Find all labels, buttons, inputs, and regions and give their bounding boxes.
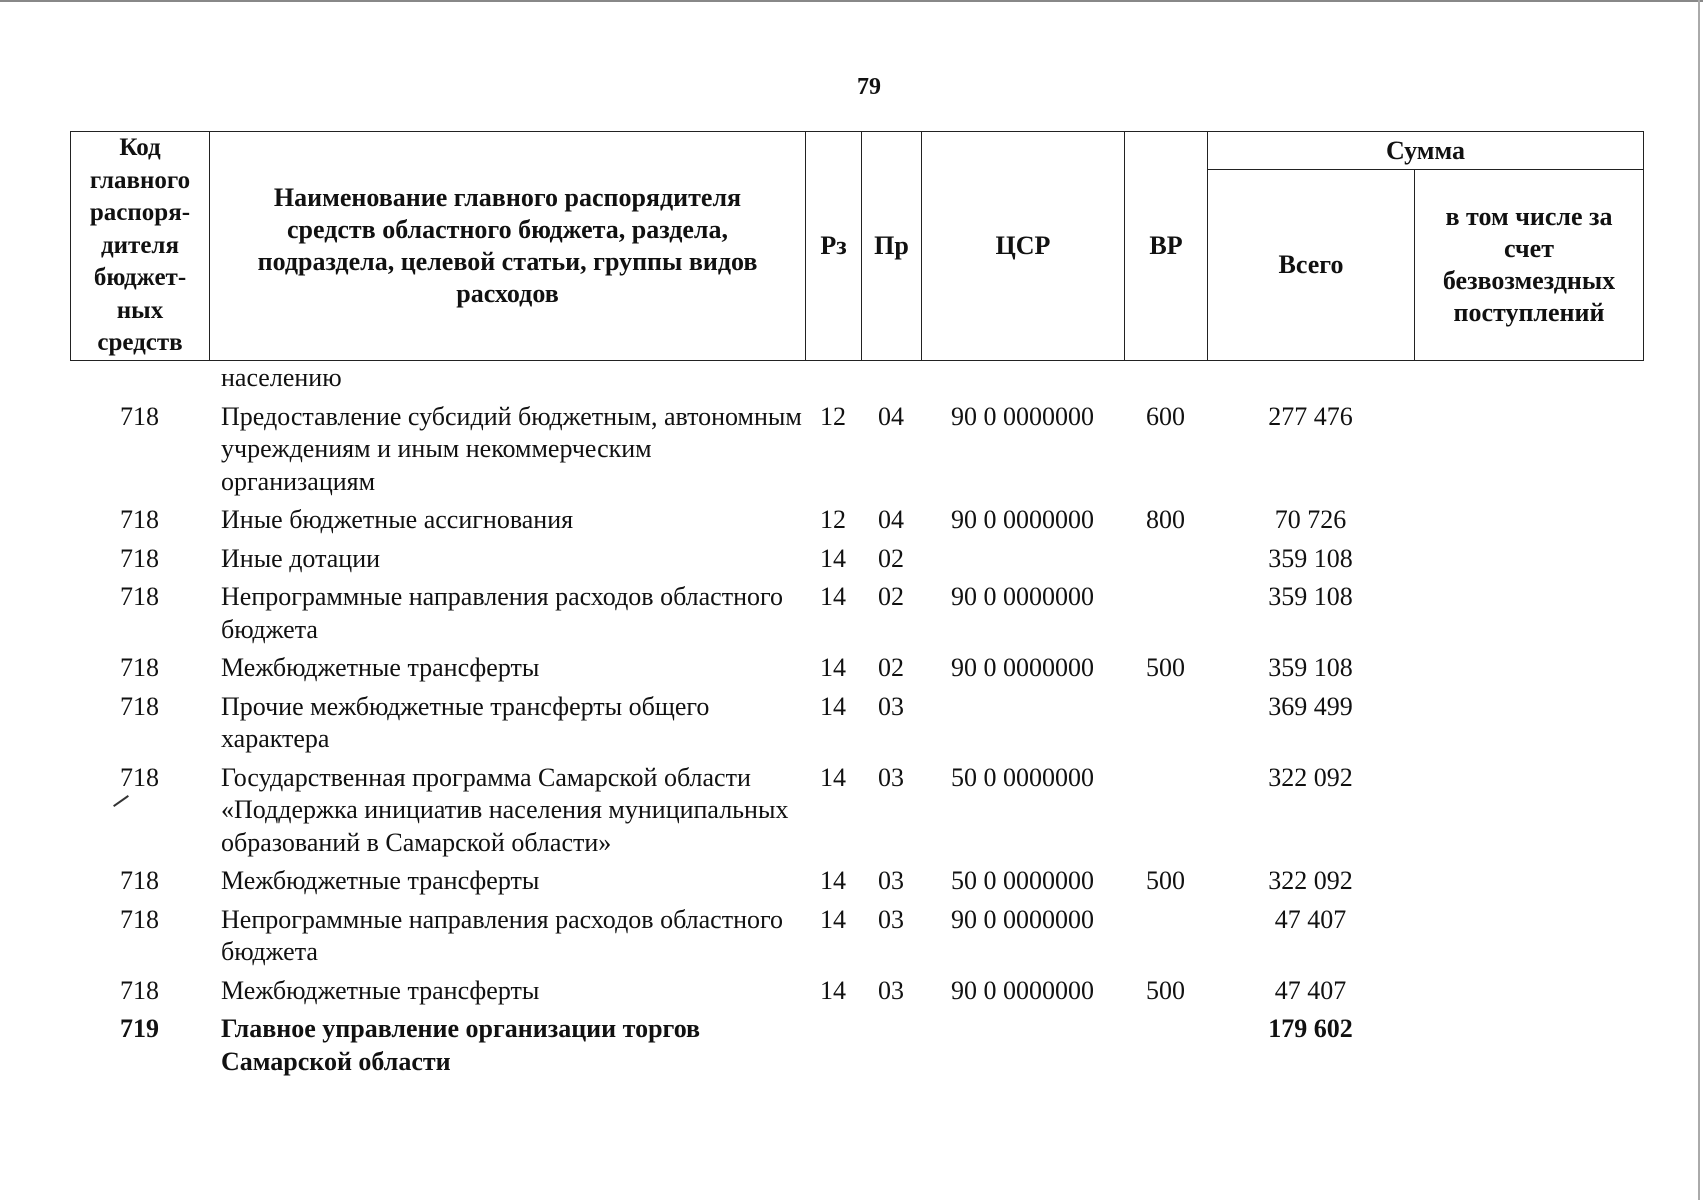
cell-code: 718 [120, 543, 159, 573]
cell-total: 47 407 [1274, 975, 1347, 1005]
cell-csr: 50 0 0000000 [951, 866, 1094, 895]
table-row [70, 543, 1643, 582]
cell-pr: 04 [878, 505, 904, 534]
cell-total: 179 602 [1268, 1014, 1353, 1043]
cell-pr: 03 [878, 866, 904, 895]
cell-name: Межбюджетные трансферты [221, 975, 540, 1005]
cell-free [1414, 904, 1643, 975]
cell-vr [1124, 691, 1207, 762]
cell-rz: 14 [820, 904, 846, 934]
cell-name: населению [221, 363, 342, 392]
header-sum: Сумма [1208, 132, 1644, 170]
table-row [70, 762, 1643, 866]
cell-rz: 14 [820, 975, 846, 1005]
cell-total [1207, 362, 1414, 401]
cell-pr [861, 362, 921, 401]
cell-name: Прочие межбюджетные трансферты общего характера [221, 691, 710, 753]
table-row [70, 904, 1643, 975]
cell-free [1414, 581, 1643, 652]
cell-free [1414, 1013, 1643, 1084]
cell-total: 47 407 [1274, 904, 1347, 934]
table-row [70, 401, 1643, 505]
cell-rz: 14 [820, 691, 846, 721]
cell-total: 277 476 [1268, 401, 1353, 431]
header-csr: ЦСР [922, 132, 1125, 361]
header-free: в том числе за счет безвозмездных поступлений [1415, 170, 1644, 360]
cell-code: 718 [120, 582, 159, 611]
header-code: Код главного распоря-дителя бюджет-ных средств [71, 132, 210, 361]
cell-rz [805, 1013, 861, 1084]
cell-rz: 12 [820, 505, 846, 534]
header-vr: ВР [1125, 132, 1208, 361]
cell-name: Государственная программа Самарской области «Поддержка инициатив населения муниципальных образований в Самарской области» [221, 762, 789, 857]
cell-csr: 50 0 0000000 [951, 762, 1094, 792]
cell-code: 718 [120, 866, 159, 895]
page-number: 79 [857, 74, 881, 100]
cell-total: 70 726 [1274, 505, 1347, 534]
scan-edge-right [1698, 0, 1700, 1200]
cell-rz: 14 [820, 866, 846, 895]
cell-name: Предоставление субсидий бюджетным, автономным учреждениям и иным некоммерческим организациям [221, 401, 802, 496]
cell-free [1414, 691, 1643, 762]
cell-code: 718 [120, 762, 159, 792]
cell-rz: 12 [820, 401, 846, 431]
cell-pr: 03 [878, 904, 904, 934]
cell-free [1414, 401, 1643, 505]
cell-rz: 14 [820, 653, 846, 682]
header-pr: Пр [862, 132, 922, 361]
cell-free [1414, 762, 1643, 866]
cell-csr: 90 0 0000000 [951, 401, 1094, 431]
cell-free [1414, 504, 1643, 543]
table-row [70, 1013, 1643, 1084]
cell-vr: 500 [1146, 866, 1185, 895]
table-row [70, 581, 1643, 652]
cell-vr [1124, 1013, 1207, 1084]
cell-vr: 600 [1146, 401, 1185, 431]
cell-csr [921, 691, 1124, 762]
header-rz: Рз [806, 132, 862, 361]
cell-csr: 90 0 0000000 [951, 653, 1094, 682]
cell-free [1414, 865, 1643, 904]
cell-pr: 02 [878, 543, 904, 573]
cell-rz: 14 [820, 582, 846, 611]
cell-rz: 14 [820, 762, 846, 792]
cell-total: 359 108 [1268, 582, 1353, 611]
table-header [70, 131, 1644, 361]
cell-name: Межбюджетные трансферты [221, 866, 540, 895]
cell-rz [805, 362, 861, 401]
cell-vr: 800 [1146, 505, 1185, 534]
cell-pr: 04 [878, 401, 904, 431]
cell-vr [1124, 904, 1207, 975]
cell-code: 718 [120, 904, 159, 934]
cell-vr: 500 [1146, 975, 1185, 1005]
scan-edge-top [0, 0, 1703, 2]
table-row [70, 975, 1643, 1014]
budget-table [70, 362, 1643, 1084]
cell-total: 359 108 [1268, 543, 1353, 573]
header-total: Всего [1208, 170, 1415, 360]
cell-code [70, 362, 209, 401]
cell-rz: 14 [820, 543, 846, 573]
table-row [70, 362, 1643, 401]
cell-vr: 500 [1146, 653, 1185, 682]
cell-pr: 02 [878, 582, 904, 611]
cell-pr: 03 [878, 975, 904, 1005]
cell-free [1414, 975, 1643, 1014]
cell-name: Иные дотации [221, 543, 381, 573]
cell-free [1414, 652, 1643, 691]
cell-code: 718 [120, 401, 159, 431]
cell-name: Непрограммные направления расходов областного бюджета [221, 582, 783, 644]
cell-code: 718 [120, 653, 159, 682]
cell-name: Иные бюджетные ассигнования [221, 505, 574, 534]
header-name: Наименование главного распорядителя средств областного бюджета, раздела, подраздела, целевой статьи, группы видов расходов [210, 132, 806, 361]
cell-free [1414, 543, 1643, 582]
cell-pr: 03 [878, 762, 904, 792]
cell-pr: 03 [878, 691, 904, 721]
table-row [70, 865, 1643, 904]
cell-total: 322 092 [1268, 762, 1353, 792]
cell-vr [1124, 362, 1207, 401]
cell-total: 369 499 [1268, 691, 1353, 721]
cell-free [1414, 362, 1643, 401]
cell-csr: 90 0 0000000 [951, 904, 1094, 934]
table-row [70, 652, 1643, 691]
cell-csr [921, 543, 1124, 582]
cell-csr [921, 362, 1124, 401]
cell-pr: 02 [878, 653, 904, 682]
cell-csr [921, 1013, 1124, 1084]
cell-total: 322 092 [1268, 866, 1353, 895]
cell-csr: 90 0 0000000 [951, 975, 1094, 1005]
cell-code: 718 [120, 691, 159, 721]
table-row [70, 504, 1643, 543]
cell-csr: 90 0 0000000 [951, 582, 1094, 611]
table-row [70, 691, 1643, 762]
cell-vr [1124, 581, 1207, 652]
cell-name: Межбюджетные трансферты [221, 653, 540, 682]
cell-code: 718 [120, 505, 159, 534]
cell-total: 359 108 [1268, 653, 1353, 682]
cell-name: Главное управление организации торгов Самарской области [221, 1014, 701, 1076]
cell-vr [1124, 543, 1207, 582]
cell-name: Непрограммные направления расходов областного бюджета [221, 904, 783, 966]
cell-csr: 90 0 0000000 [951, 505, 1094, 534]
cell-pr [861, 1013, 921, 1084]
cell-code: 718 [120, 975, 159, 1005]
cell-vr [1124, 762, 1207, 866]
cell-code: 719 [120, 1014, 159, 1043]
